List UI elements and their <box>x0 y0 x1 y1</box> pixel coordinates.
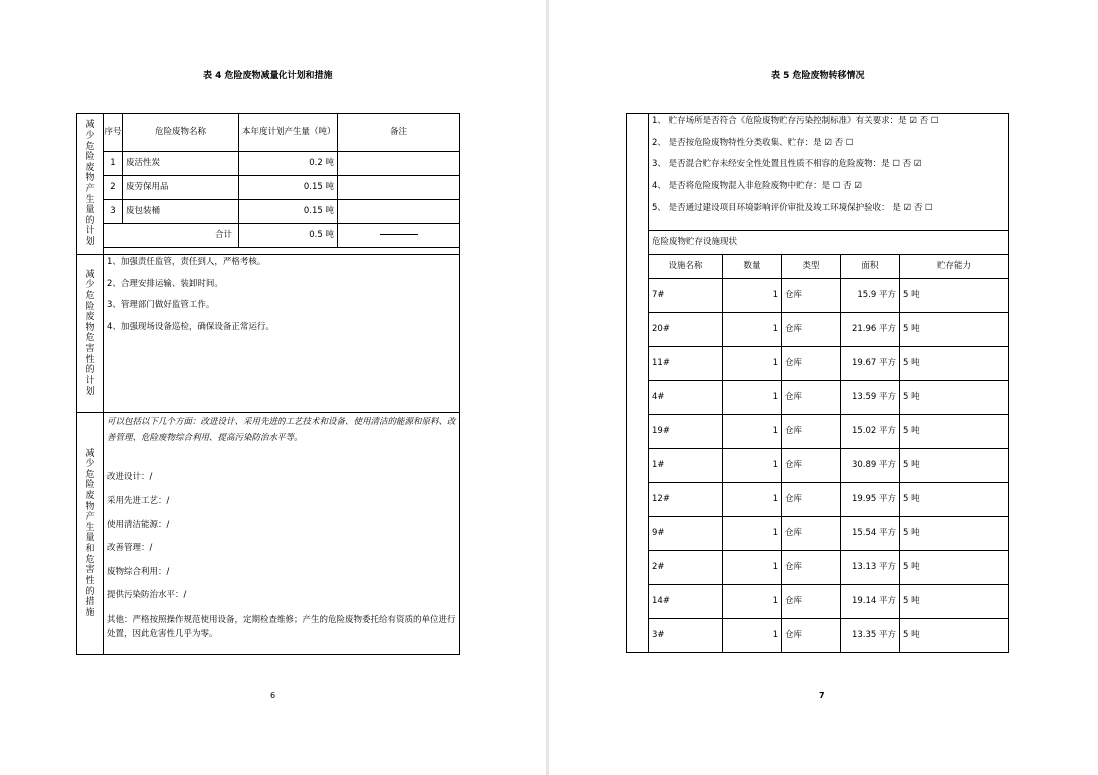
table-row <box>77 176 460 200</box>
cell-name: 14# <box>649 585 723 619</box>
table-row <box>627 449 1009 483</box>
cell-name: 2# <box>649 551 723 585</box>
row-seq: 1 <box>104 152 123 176</box>
storage-header: 数量 <box>723 255 782 279</box>
cell-type: 仓库 <box>782 585 841 619</box>
header-remark: 备注 <box>338 114 460 152</box>
section3-item: 提供污染防治水平：/ <box>107 590 187 601</box>
cell-area: 15.02 平方 <box>841 415 900 449</box>
section3-item: 废物综合利用：/ <box>107 566 170 577</box>
cell-type: 仓库 <box>782 347 841 381</box>
question-item: 5、 是否通过建设项目环境影响评价审批及竣工环境保护验收： 是 ☑ 否 ☐ <box>652 202 933 213</box>
question-item: 3、 是否混合贮存未经安全性处置且性质不相容的危险废物：是 ☐ 否 ☑ <box>652 159 922 170</box>
total-remark-dash <box>338 224 460 248</box>
header-seq: 序号 <box>104 114 123 152</box>
cell-area: 13.35 平方 <box>841 619 900 653</box>
question-item: 4、 是否将危险废物混入非危险废物中贮存：是 ☐ 否 ☑ <box>652 180 862 191</box>
cell-area: 30.89 平方 <box>841 449 900 483</box>
row-seq: 3 <box>104 200 123 224</box>
table5-title: 表 5 危险废物转移情况 <box>771 71 865 81</box>
cell-name: 19# <box>649 415 723 449</box>
page-number: 7 <box>819 691 825 700</box>
table5 <box>626 113 1009 653</box>
total-amount: 0.5 吨 <box>239 224 338 248</box>
cell-cap: 5 吨 <box>900 619 1009 653</box>
cell-qty: 1 <box>723 619 782 653</box>
cell-cap: 5 吨 <box>900 551 1009 585</box>
cell-type: 仓库 <box>782 517 841 551</box>
cell-type: 仓库 <box>782 381 841 415</box>
table-row <box>627 585 1009 619</box>
cell-name: 3# <box>649 619 723 653</box>
table-row <box>627 483 1009 517</box>
cell-qty: 1 <box>723 347 782 381</box>
cell-cap: 5 吨 <box>900 517 1009 551</box>
cell-qty: 1 <box>723 313 782 347</box>
cell-area: 19.14 平方 <box>841 585 900 619</box>
storage-header-row <box>627 255 1009 279</box>
cell-area: 19.67 平方 <box>841 347 900 381</box>
cell-name: 12# <box>649 483 723 517</box>
table-row <box>627 517 1009 551</box>
row-amount: 0.15 吨 <box>239 200 338 224</box>
storage-title: 危险废物贮存设施现状 <box>649 231 1009 255</box>
cell-cap: 5 吨 <box>900 585 1009 619</box>
section3-intro: 可以包括以下几个方面：改进设计、采用先进的工艺技术和设备、使用清洁的能源和原料、改善管理、危险废物综合利用、提高污染防治水平等。 <box>107 417 456 444</box>
cell-qty: 1 <box>723 279 782 313</box>
section2-content <box>104 255 460 413</box>
cell-name: 7# <box>649 279 723 313</box>
cell-cap: 5 吨 <box>900 313 1009 347</box>
table-row <box>627 381 1009 415</box>
cell-type: 仓库 <box>782 313 841 347</box>
cell-area: 21.96 平方 <box>841 313 900 347</box>
section2-item: 1、加强责任监管，责任到人，严格考核。 <box>107 257 266 267</box>
cell-cap: 5 吨 <box>900 415 1009 449</box>
question-item: 2、 是否按危险废物特性分类收集、贮存：是 ☑ 否 ☐ <box>652 137 854 148</box>
storage-header: 设施名称 <box>649 255 723 279</box>
section3-other: 其他：严格按照操作规范使用设备，定期检查维修；产生的危险废物委托给有资质的单位进行处置，因此危害性几乎为零。 <box>107 615 456 639</box>
section3-label: 减少危险废物产生量和危害性的措施 <box>77 413 104 655</box>
cell-qty: 1 <box>723 551 782 585</box>
cell-name: 11# <box>649 347 723 381</box>
questions-block <box>649 114 1009 231</box>
section1-label: 减少危险废物产生量的计划 <box>77 114 104 255</box>
cell-cap: 5 吨 <box>900 449 1009 483</box>
row-name: 废包装桶 <box>123 200 239 224</box>
table-row <box>627 347 1009 381</box>
section3-item: 改进设计：/ <box>107 472 153 483</box>
cell-qty: 1 <box>723 381 782 415</box>
table-row <box>627 415 1009 449</box>
row-name: 废活性炭 <box>123 152 239 176</box>
header-amount: 本年度计划产生量（吨） <box>239 114 338 152</box>
row-amount: 0.15 吨 <box>239 176 338 200</box>
section3-item: 改善管理：/ <box>107 543 153 554</box>
table-row <box>77 152 460 176</box>
total-label: 合计 <box>104 224 239 248</box>
cell-type: 仓库 <box>782 449 841 483</box>
table-row <box>627 551 1009 585</box>
section3-content <box>104 413 460 655</box>
cell-cap: 5 吨 <box>900 483 1009 517</box>
document-page-right <box>549 0 1098 775</box>
cell-type: 仓库 <box>782 551 841 585</box>
row-remark <box>338 152 460 176</box>
table-row <box>627 313 1009 347</box>
section2-item: 3、管理部门做好监管工作。 <box>107 300 215 311</box>
storage-header: 面积 <box>841 255 900 279</box>
cell-name: 9# <box>649 517 723 551</box>
cell-area: 13.13 平方 <box>841 551 900 585</box>
cell-type: 仓库 <box>782 483 841 517</box>
cell-area: 15.9 平方 <box>841 279 900 313</box>
table4-title: 表 4 危险废物减量化计划和措施 <box>203 71 333 81</box>
storage-header: 类型 <box>782 255 841 279</box>
cell-type: 仓库 <box>782 619 841 653</box>
row-remark <box>338 200 460 224</box>
document-page-left <box>0 0 546 775</box>
cell-area: 15.54 平方 <box>841 517 900 551</box>
cell-qty: 1 <box>723 449 782 483</box>
row-amount: 0.2 吨 <box>239 152 338 176</box>
cell-type: 仓库 <box>782 279 841 313</box>
table-row <box>627 619 1009 653</box>
row-seq: 2 <box>104 176 123 200</box>
cell-cap: 5 吨 <box>900 381 1009 415</box>
row-remark <box>338 176 460 200</box>
cell-area: 13.59 平方 <box>841 381 900 415</box>
cell-qty: 1 <box>723 415 782 449</box>
section3-item: 使用清洁能源：/ <box>107 519 170 530</box>
cell-name: 4# <box>649 381 723 415</box>
section2-item: 2、合理安排运输、装卸时间。 <box>107 278 223 289</box>
cell-qty: 1 <box>723 517 782 551</box>
table-row <box>627 279 1009 313</box>
section3-item: 采用先进工艺：/ <box>107 495 170 506</box>
cell-name: 1# <box>649 449 723 483</box>
section2-label: 减少危险废物危害性的计划 <box>77 255 104 413</box>
cell-qty: 1 <box>723 483 782 517</box>
row-name: 废劳保用品 <box>123 176 239 200</box>
cell-area: 19.95 平方 <box>841 483 900 517</box>
header-name: 危险废物名称 <box>123 114 239 152</box>
storage-header: 贮存能力 <box>900 255 1009 279</box>
cell-cap: 5 吨 <box>900 347 1009 381</box>
table-row <box>77 200 460 224</box>
question-item: 1、 贮存场所是否符合《危险废物贮存污染控制标准》有关要求：是 ☑ 否 ☐ <box>652 116 939 126</box>
cell-type: 仓库 <box>782 415 841 449</box>
total-row <box>77 224 460 248</box>
cell-cap: 5 吨 <box>900 279 1009 313</box>
table4 <box>76 113 460 655</box>
cell-name: 20# <box>649 313 723 347</box>
section2-item: 4、加强现场设备巡检，确保设备正常运行。 <box>107 321 274 332</box>
page-number: 6 <box>270 691 276 700</box>
cell-qty: 1 <box>723 585 782 619</box>
left-margin-cell <box>627 114 649 653</box>
